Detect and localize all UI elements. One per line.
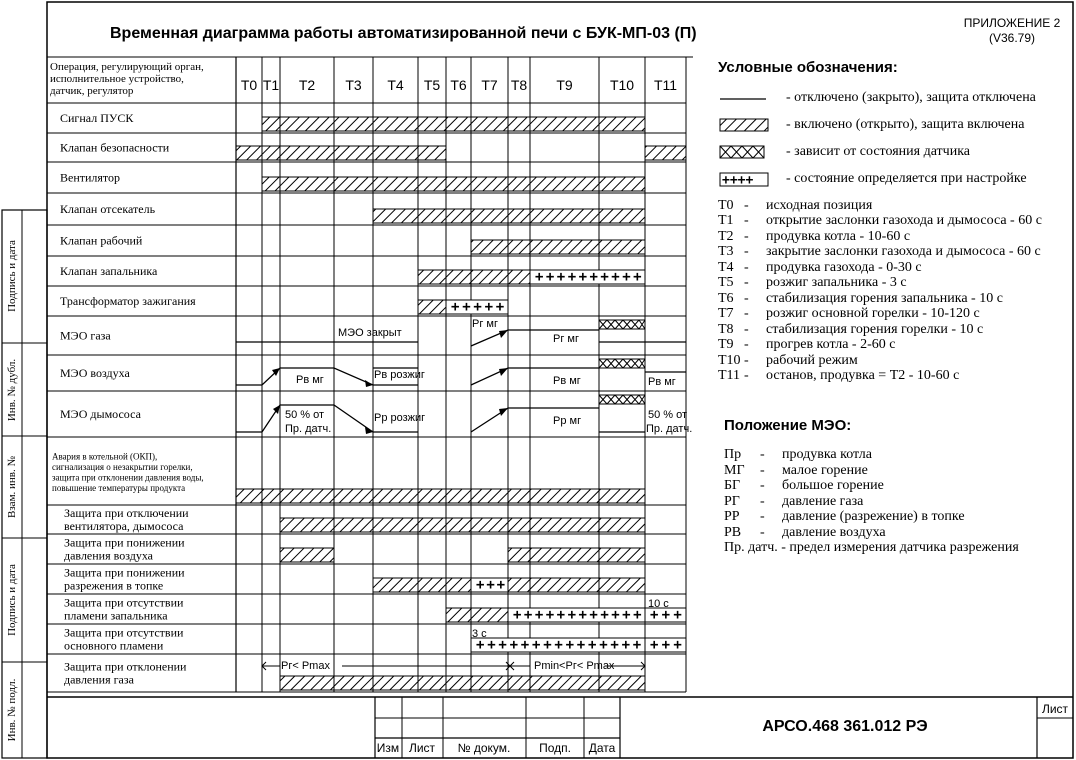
svg-text:Pг мг: Pг мг [472, 318, 498, 330]
svg-text:+: + [578, 607, 587, 623]
timeline-item: T6 - стабилизация горения запальника - 10 с [718, 290, 1003, 306]
period-t7: T7 [481, 77, 498, 93]
state-sensor-bar [599, 395, 645, 404]
svg-text:+: + [599, 637, 608, 653]
period-t9: T9 [556, 77, 573, 93]
timeline-item: T5 - розжиг запальника - 3 с [718, 275, 907, 290]
row-label: Защита при отключении вентилятора, дымососа [64, 506, 189, 533]
stamp-column-label: Изм [376, 741, 400, 755]
svg-text:+: + [498, 637, 507, 653]
legend-title: Условные обозначения: [718, 59, 898, 76]
svg-text:+: + [545, 607, 555, 623]
side-label: Подпись и дата [6, 240, 18, 312]
svg-text:Pр мг: Pр мг [553, 415, 582, 427]
svg-text:3 с: 3 с [472, 628, 487, 640]
svg-text:+: + [513, 607, 522, 623]
svg-text:+: + [632, 637, 642, 653]
svg-text:50 % от: 50 % от [285, 409, 325, 421]
svg-text:Pв мг: Pв мг [296, 374, 324, 386]
meo-position-item: БГ - большое горение [724, 478, 884, 493]
svg-text:+: + [451, 299, 460, 315]
row-label: Авария в котельной (ОКП), сигнализация о незакрытии горелки, защита при отклонении давления воды, повышение температуры продукта [52, 451, 204, 493]
period-t6: T6 [450, 77, 467, 93]
state-on-bar [373, 578, 471, 592]
svg-text:+: + [476, 637, 485, 653]
side-label: Взам. инв. № [6, 456, 18, 518]
svg-text:+: + [610, 637, 619, 653]
legend-panel [718, 60, 1070, 556]
row-label: Трансформатор зажигания [60, 294, 196, 308]
legend-item-plus: ++++ - состояние определяется при настройке [718, 171, 1070, 187]
svg-text:+: + [509, 637, 519, 653]
svg-text:+: + [661, 637, 671, 653]
state-bars [236, 117, 686, 690]
svg-text:+: + [523, 607, 533, 623]
timeline-item: T1 - открытие заслонки газохода и дымососа - 60 с [718, 213, 1042, 228]
state-setup-bar [446, 299, 508, 315]
timeline-item: T4 - продувка газохода - 0-30 с [718, 259, 922, 275]
svg-text:Pв мг: Pв мг [648, 376, 676, 388]
row-label: Защита при отсутствии основного пламени [64, 625, 184, 653]
svg-text:+: + [589, 607, 598, 623]
side-label: Инв. № подл. [6, 678, 18, 742]
svg-text:Pг мг: Pг мг [553, 333, 579, 345]
meo-position-item: PГ - давление газа [724, 493, 864, 509]
svg-text:+: + [650, 607, 659, 623]
state-on-bar [446, 608, 508, 622]
svg-text:Pв мг: Pв мг [553, 375, 581, 387]
state-on-bar [508, 548, 645, 562]
svg-text:Pг< Pmax: Pг< Pmax [281, 660, 330, 672]
state-sensor-bar [599, 320, 645, 329]
svg-text:+: + [534, 607, 544, 623]
row-label: МЭО воздуха [60, 366, 130, 380]
svg-text:+: + [486, 577, 495, 593]
timeline-item: T11 - останов, продувка = T2 - 10-60 с [718, 368, 960, 383]
appendix-version: (V36.79) [988, 31, 1036, 45]
state-on-bar [418, 300, 446, 314]
state-on-bar [280, 676, 645, 690]
legend-symbol-cross-icon [718, 144, 776, 160]
period-headers [241, 77, 677, 93]
svg-text:+: + [473, 299, 482, 315]
side-label: Инв. № дубл. [6, 358, 18, 422]
row-label: Защита при отклонении давления газа [64, 659, 187, 687]
state-setup-bar [530, 269, 645, 285]
meo-footnote: Пр. датч. - предел измерения датчика разрежения [724, 540, 1019, 555]
svg-text:Pр розжиг: Pр розжиг [374, 412, 426, 424]
row-label: Клапан рабочий [60, 233, 143, 248]
svg-text:+: + [633, 607, 642, 623]
document-code: АРСО.468 361.012 РЭ [762, 718, 928, 735]
state-on-bar [236, 489, 645, 503]
svg-text:+: + [476, 577, 485, 593]
page-title: Временная диаграмма работы автоматизированной печи с БУК-МП-03 (П) [110, 25, 697, 42]
row-label: Клапан безопасности [60, 140, 170, 155]
row-label: Клапан запальника [60, 264, 158, 278]
svg-text:+: + [556, 607, 566, 623]
side-label: Подпись и дата [6, 564, 18, 636]
svg-text:+: + [520, 637, 530, 653]
svg-text:+: + [650, 637, 659, 653]
row-label: Вентилятор [60, 170, 121, 185]
row-label: Защита при понижении давления воздуха [64, 535, 185, 563]
meo-position-item: МГ - малое горение [724, 462, 868, 478]
stamp-column-label: Лист [408, 741, 436, 755]
stamp-column-label: Дата [588, 741, 616, 755]
svg-text:+: + [611, 269, 620, 285]
svg-text:+: + [567, 607, 577, 623]
state-on-bar [508, 578, 645, 592]
state-sensor-bar [599, 359, 645, 368]
svg-text:Пр. датч.: Пр. датч. [285, 423, 332, 435]
svg-text:+: + [496, 577, 506, 593]
svg-text:+: + [565, 637, 575, 653]
period-t1: T1 [262, 77, 280, 93]
svg-text:10 с: 10 с [648, 598, 669, 610]
row-label: Защита при понижении разрежения в топке [64, 565, 185, 593]
svg-text:+: + [633, 269, 642, 285]
legend-symbol-hatch-icon [718, 117, 776, 133]
meo-position-item: PР - давление (разрежение) в топке [724, 509, 965, 524]
svg-text:Pв розжиг: Pв розжиг [374, 369, 425, 381]
svg-text:+: + [600, 269, 609, 285]
state-on-bar [280, 548, 334, 562]
period-t10: T10 [609, 77, 635, 93]
state-on-bar [262, 117, 645, 131]
timeline-item: T9 - прогрев котла - 2-60 с [718, 337, 896, 352]
header-cell: Операция, регулирующий орган, исполнительное устройство, датчик, регулятор [50, 61, 204, 97]
row-label: Защита при отсутствии пламени запальника [64, 595, 184, 623]
svg-text:+: + [487, 637, 496, 653]
period-t8: T8 [510, 77, 528, 93]
svg-text:+: + [673, 607, 682, 623]
state-setup-bar [645, 637, 686, 653]
svg-text:МЭО закрыт: МЭО закрыт [338, 327, 402, 339]
legend-item-line: - отключено (закрыто), защита отключена [718, 90, 1070, 106]
svg-text:+: + [673, 637, 682, 653]
row-label: Сигнал ПУСК [60, 111, 134, 125]
timeline-item: T7 - розжиг основной горелки - 10-120 с [718, 306, 980, 321]
svg-text:+: + [495, 299, 505, 315]
svg-text:+: + [621, 637, 631, 653]
meo-position-item: Пр - продувка котла [724, 447, 873, 462]
state-on-bar [645, 146, 686, 160]
svg-text:+: + [578, 269, 588, 285]
appendix-label: ПРИЛОЖЕНИЕ 2 [963, 16, 1061, 30]
svg-text:+: + [545, 269, 555, 285]
state-on-bar [418, 270, 530, 284]
svg-text:+: + [622, 269, 631, 285]
row-label: МЭО дымососа [60, 407, 141, 421]
svg-text:+: + [600, 607, 609, 623]
state-setup-bar [508, 607, 645, 623]
meo-positions-title: Положение МЭО: [724, 416, 852, 434]
state-on-bar [236, 146, 446, 160]
svg-text:+: + [535, 269, 544, 285]
svg-text:++++: ++++ [722, 172, 754, 187]
svg-text:+: + [462, 299, 471, 315]
period-t11: T11 [653, 77, 678, 93]
svg-text:+: + [588, 637, 597, 653]
period-t2: T2 [298, 77, 316, 93]
row-label: МЭО газа [60, 328, 111, 343]
period-t5: T5 [423, 77, 441, 93]
svg-text:+: + [556, 269, 566, 285]
state-on-bar [280, 518, 645, 532]
svg-text:+: + [567, 269, 577, 285]
timeline-item: T8 - стабилизация горения горелки - 10 с [718, 321, 984, 337]
svg-text:+: + [576, 637, 586, 653]
stamp-column-label: Подп. [539, 741, 571, 755]
period-t4: T4 [387, 77, 404, 93]
timeline-item: T0 - исходная позиция [718, 197, 873, 213]
timeline-item: T10 - рабочий режим [718, 352, 858, 368]
svg-text:Пр. датч.: Пр. датч. [646, 423, 693, 435]
legend-symbol-plus-icon [718, 171, 776, 187]
timeline-item: T3 - закрытие заслонки газохода и дымососа - 60 с [718, 244, 1041, 259]
state-setup-bar [471, 637, 645, 653]
svg-text:+: + [484, 299, 494, 315]
svg-text:+: + [622, 607, 631, 623]
svg-text:50 % от: 50 % от [648, 409, 688, 421]
svg-text:+: + [543, 637, 552, 653]
svg-text:+: + [532, 637, 541, 653]
legend-item-cross: - зависит от состояния датчика [718, 144, 1070, 160]
stamp-column-label: № докум. [457, 741, 511, 755]
state-on-bar [373, 209, 645, 223]
state-on-bar [471, 240, 645, 254]
svg-text:Pmin<Pг< Pmax: Pmin<Pг< Pmax [534, 660, 615, 672]
row-label: Клапан отсекатель [60, 202, 156, 216]
period-t0: T0 [240, 77, 258, 93]
state-on-bar [262, 177, 645, 191]
svg-text:+: + [554, 637, 563, 653]
legend-item-hatch: - включено (открыто), защита включена [718, 117, 1070, 133]
timeline-item: T2 - продувка котла - 10-60 с [718, 228, 911, 244]
sheet-label: Лист [1041, 702, 1069, 716]
state-setup-bar [471, 577, 508, 593]
svg-text:+: + [589, 269, 598, 285]
svg-text:+: + [661, 607, 671, 623]
row-labels [52, 111, 204, 687]
legend-symbol-line-icon [718, 90, 776, 106]
svg-text:+: + [611, 607, 620, 623]
period-t3: T3 [345, 77, 362, 93]
meo-position-item: PВ - давление воздуха [724, 524, 886, 540]
